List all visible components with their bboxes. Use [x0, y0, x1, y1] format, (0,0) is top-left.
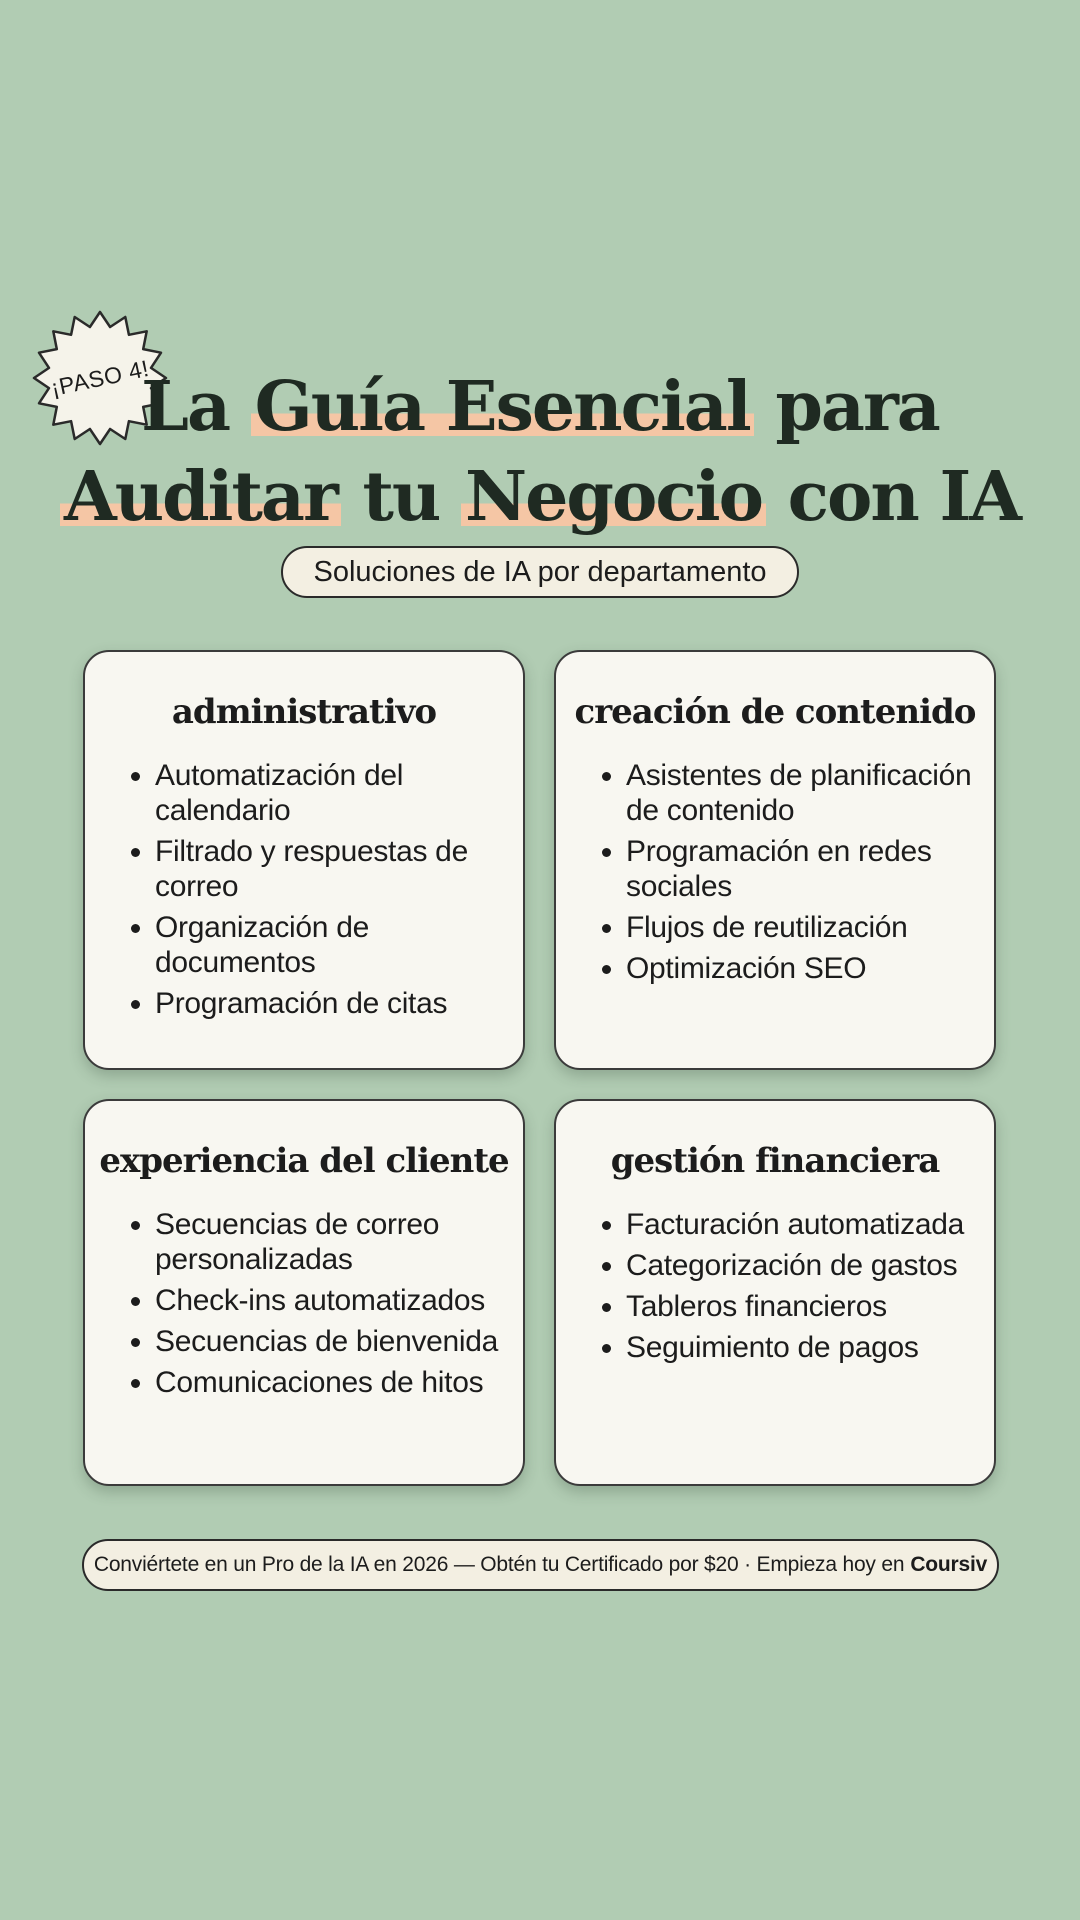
- list-item: Seguimiento de pagos: [626, 1330, 980, 1365]
- footer-cta-pill: [82, 1539, 999, 1591]
- card-title: creación de contenido: [574, 692, 976, 732]
- list-item: Tableros financieros: [626, 1289, 980, 1324]
- title-highlight: Negocio: [461, 457, 766, 537]
- card-title: administrativo: [171, 692, 437, 732]
- title-segment: para: [753, 367, 939, 447]
- list-item: Secuencias de bienvenida: [155, 1324, 509, 1359]
- card-list: [556, 758, 994, 986]
- card-title: gestión financiera: [610, 1141, 940, 1181]
- subtitle-pill: Soluciones de IA por departamento: [281, 546, 799, 598]
- card-list: [85, 1207, 523, 1400]
- list-item: Filtrado y respuestas de correo: [155, 834, 509, 904]
- card-experiencia-cliente: [83, 1099, 525, 1486]
- title-segment: tu: [340, 457, 462, 537]
- page-title: [0, 362, 1080, 542]
- card-list: [85, 758, 523, 1021]
- step-badge-label: ¡PASO 4!: [48, 354, 152, 401]
- list-item: Comunicaciones de hitos: [155, 1365, 509, 1400]
- title-highlight: Auditar: [60, 457, 341, 537]
- list-item: Flujos de reutilización: [626, 910, 980, 945]
- card-creacion-contenido: [554, 650, 996, 1070]
- title-line-1: [0, 362, 1080, 452]
- footer-text: Conviértete en un Pro de la IA en 2026 — Obtén tu Certificado por $20 · Empieza hoy en: [93, 1553, 905, 1576]
- list-item: Secuencias de correo personalizadas: [155, 1207, 509, 1277]
- title-line-2: [0, 452, 1080, 542]
- title-segment: La: [141, 367, 251, 447]
- footer-brand: Coursiv: [910, 1553, 988, 1576]
- list-item: Programación en redes sociales: [626, 834, 980, 904]
- card-title: experiencia del cliente: [99, 1141, 509, 1181]
- list-item: Programación de citas: [155, 986, 509, 1021]
- list-item: Optimización SEO: [626, 951, 980, 986]
- title-segment: con IA: [765, 457, 1021, 537]
- list-item: Asistentes de planificación de contenido: [626, 758, 980, 828]
- list-item: Automatización del calendario: [155, 758, 509, 828]
- list-item: Categorización de gastos: [626, 1248, 980, 1283]
- list-item: Check-ins automatizados: [155, 1283, 509, 1318]
- title-highlight: Guía Esencial: [251, 367, 754, 447]
- list-item: Facturación automatizada: [626, 1207, 980, 1242]
- card-list: [556, 1207, 994, 1365]
- card-administrativo: [83, 650, 525, 1070]
- list-item: Organización de documentos: [155, 910, 509, 980]
- card-gestion-financiera: [554, 1099, 996, 1486]
